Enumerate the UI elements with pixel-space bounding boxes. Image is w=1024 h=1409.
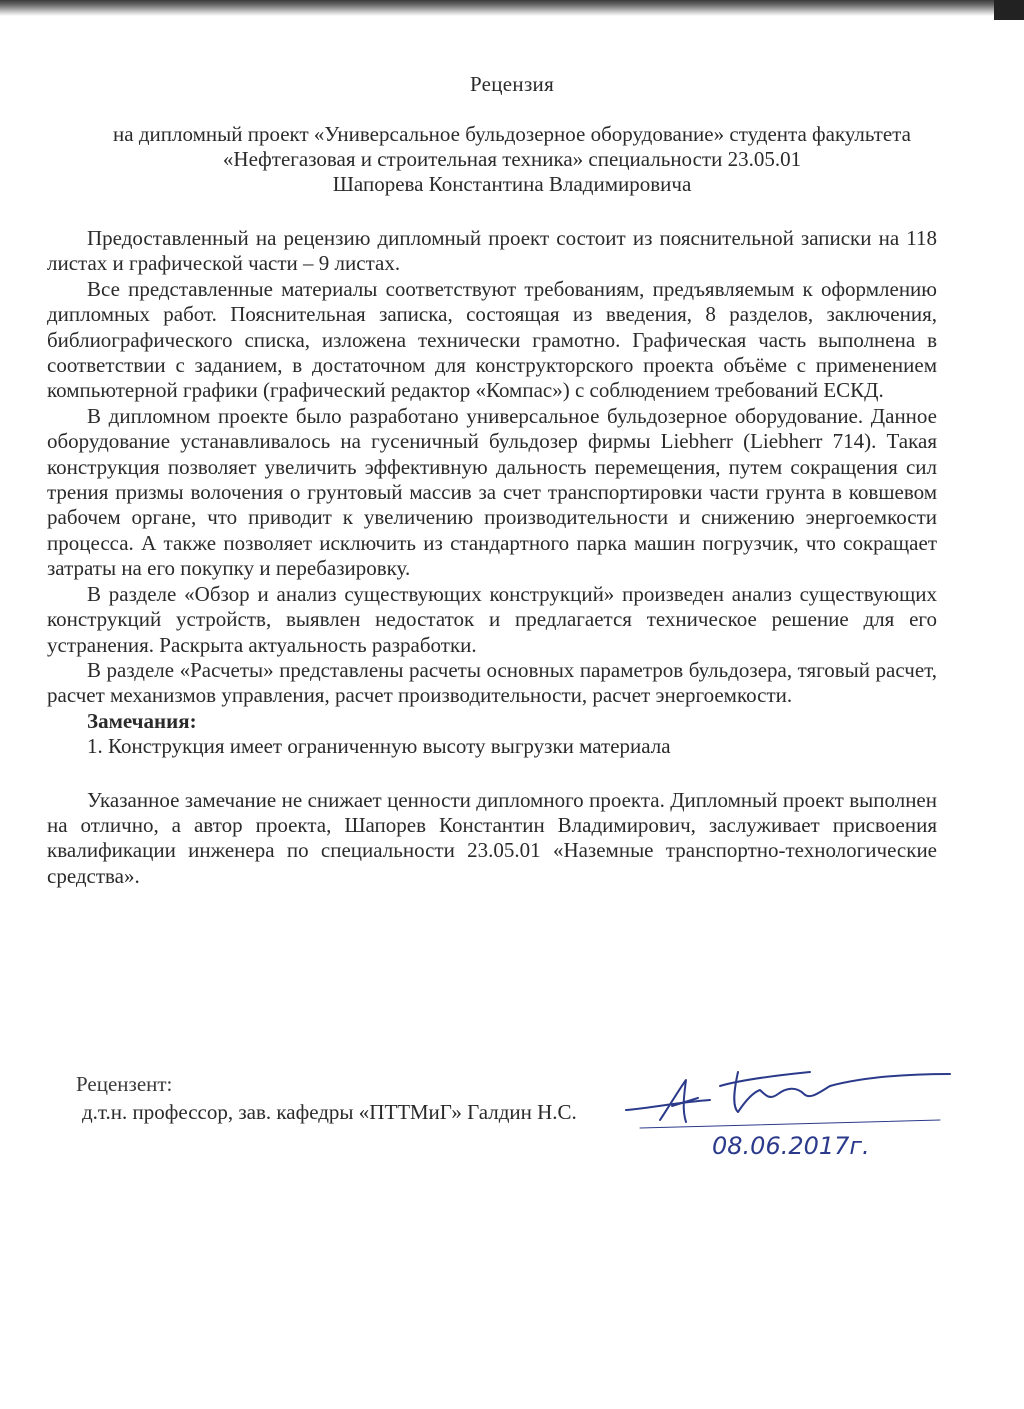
- reviewer-label: Рецензент:: [76, 1072, 173, 1096]
- conclusion-paragraph: Указанное замечание не снижает ценности дипломного проекта. Дипломный проект выполнен на отлично, а автор проекта, Шапорев Константин Владимирович, заслуживает присвоения квалификации инженера по специальности 23.05.01 «Наземные транспортно-технологические средства».: [47, 787, 937, 888]
- subtitle-line-1: на дипломный проект «Универсальное бульдозерное оборудование» студента факультета: [113, 122, 911, 146]
- paragraph-3: В дипломном проекте было разработано универсальное бульдозерное оборудование. Данное оборудование устанавливалось на гусеничный бульдозер фирмы Liebherr (Liebherr 714). Такая конструкция позволяет увеличить эффективную дальность перемещения, путем сокращения сил трения призмы волочения о грунтовый массив за счет транспортировки части грунта в ковшевом рабочем органе, что приводит к увеличению производительности и снижению энергоемкости процесса. А также позволяет исключить из стандартного парка машин погрузчик, что сокращает затраты на его покупку и перебазировку.: [47, 403, 937, 581]
- handwritten-signature: [620, 1050, 960, 1160]
- document-title: Рецензия: [469, 72, 555, 96]
- review-body: [47, 226, 937, 889]
- signature-date: 08.06.2017г.: [712, 1132, 870, 1160]
- subtitle-line-2: «Нефтегазовая и строительная техника» специальности 23.05.01: [222, 147, 802, 171]
- reviewer-line: д.т.н. профессор, зав. кафедры «ПТТМиГ» Галдин Н.С.: [82, 1100, 577, 1124]
- paragraph-1: Предоставленный на рецензию дипломный проект состоит из пояснительной записки на 118 листах и графической части – 9 листах.: [47, 226, 937, 276]
- signature-stroke: [720, 1072, 830, 1112]
- remark-item: 1. Конструкция имеет ограниченную высоту выгрузки материала: [87, 734, 671, 759]
- subtitle-line-3: Шапорева Константина Владимировича: [332, 172, 692, 196]
- document-subtitle: [40, 122, 984, 197]
- paragraph-2: Все представленные материалы соответствуют требованиям, предъявляемым к оформлению дипломных работ. Пояснительная записка, состоящая из введения, 8 разделов, заключения, библиографического списка, изложена технически грамотно. Графическая часть выполнена в соответствии с заданием, в достаточном для конструкторского проекта объёме с применением компьютерной графики (графический редактор «Компас») с соблюдением требований ЕСКД.: [47, 276, 937, 403]
- paragraph-4: В разделе «Обзор и анализ существующих конструкций» произведен анализ существующих конструкций устройств, выявлен недостаток и предлагается техническое решение для его устранения. Раскрыта актуальность разработки.: [47, 581, 937, 657]
- paragraph-5: В разделе «Расчеты» представлены расчеты основных параметров бульдозера, тяговый расчет, расчет механизмов управления, расчет производительности, расчет энергоемкости.: [47, 657, 937, 708]
- remarks-heading: Замечания:: [87, 708, 197, 733]
- scan-edge: [0, 0, 1024, 16]
- scan-corner: [994, 0, 1024, 20]
- signature-stroke: [830, 1074, 950, 1086]
